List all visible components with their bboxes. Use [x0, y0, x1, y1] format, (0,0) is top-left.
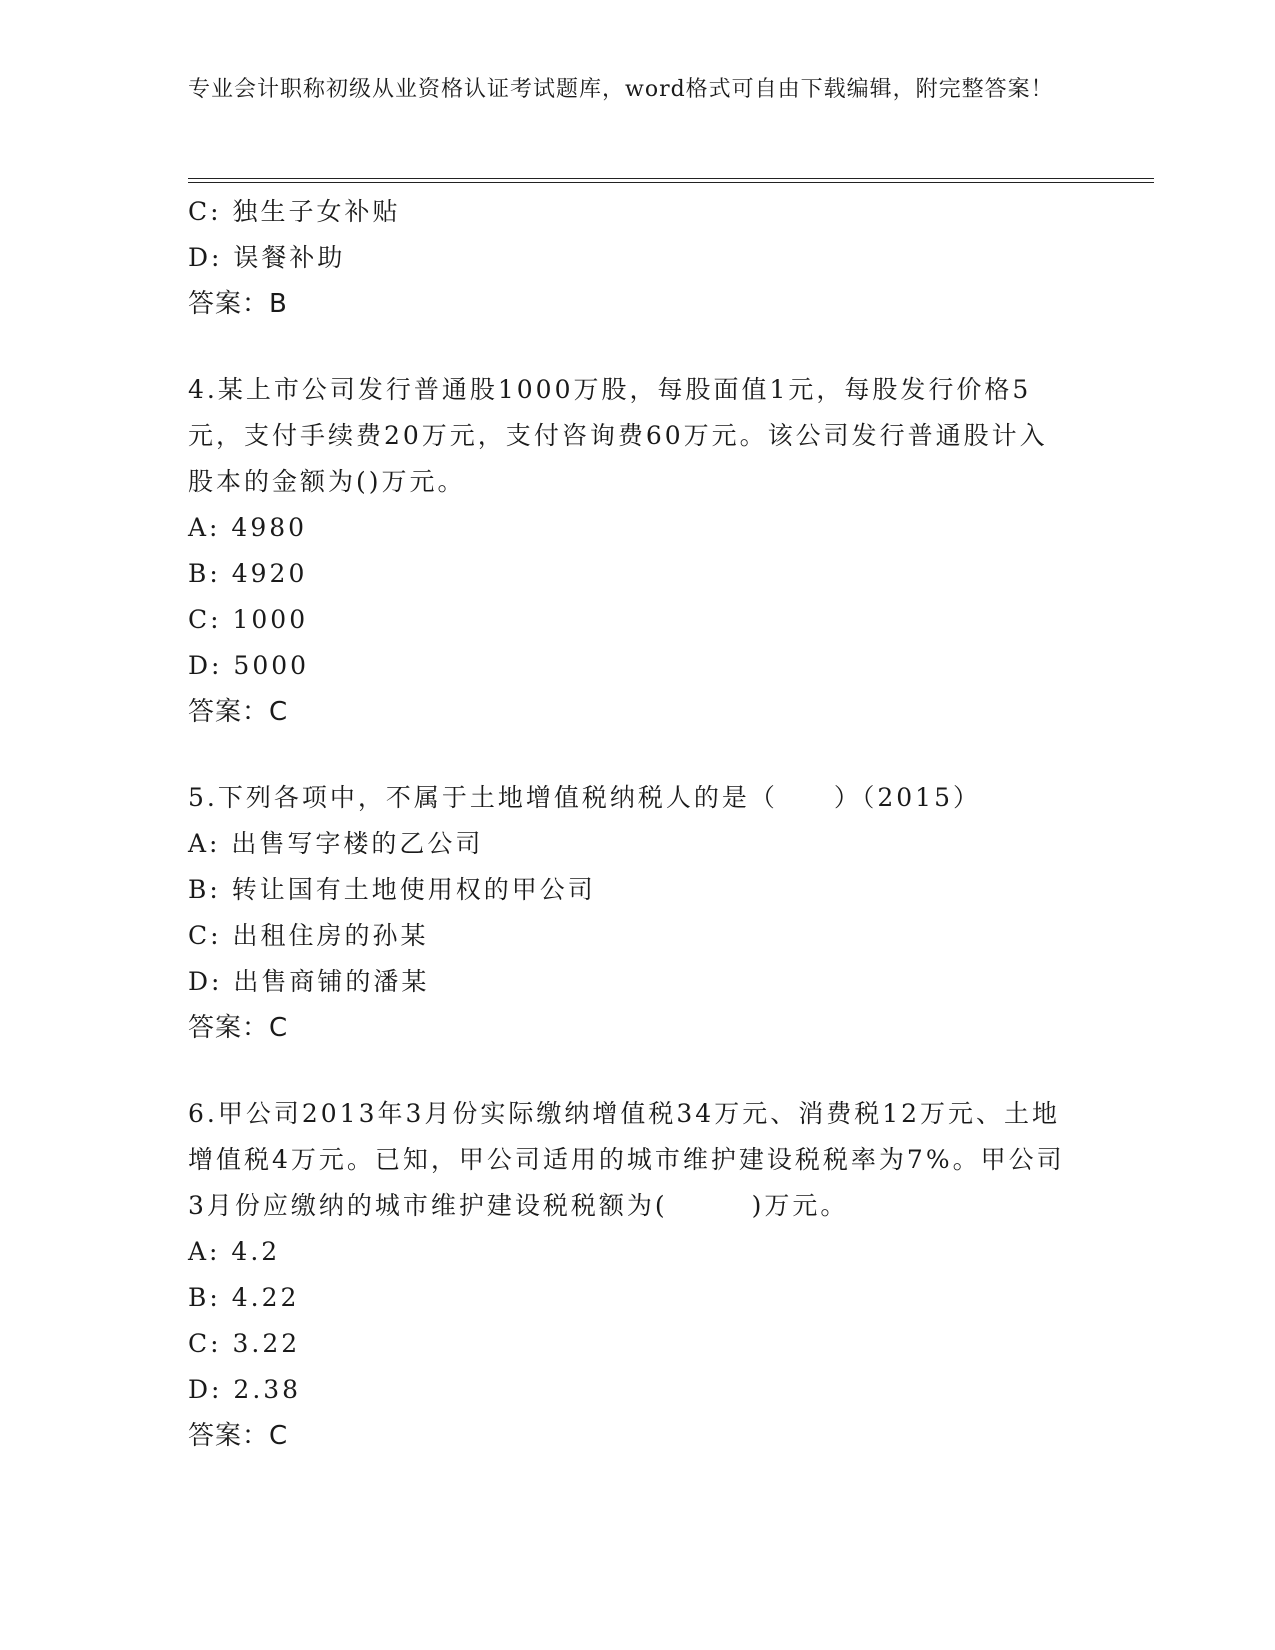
option-a: A: 出售写字楼的乙公司: [188, 829, 484, 858]
question-5: [188, 775, 1068, 1051]
answer: 答案：C: [188, 697, 289, 727]
question-stem: 5.下列各项中，不属于土地增值税纳税人的是（ ）（2015）: [188, 783, 981, 812]
page-header: 专业会计职称初级从业资格认证考试题库，word格式可自由下载编辑，附完整答案！: [188, 77, 1054, 102]
question-3-tail: [188, 189, 1068, 327]
option-b: B: 4920: [188, 559, 308, 588]
option-b: B: 转让国有土地使用权的甲公司: [188, 875, 596, 904]
option-d: D: 误餐补助: [188, 243, 346, 272]
answer: 答案：B: [188, 289, 288, 319]
option-d: D: 5000: [188, 651, 310, 680]
option-c: C: 1000: [188, 605, 309, 634]
option-c: C: 3.22: [188, 1329, 301, 1358]
question-list: [188, 189, 1068, 1459]
answer: 答案：C: [188, 1013, 289, 1043]
option-b: B: 4.22: [188, 1283, 300, 1312]
option-d: D: 2.38: [188, 1375, 302, 1404]
answer: 答案：C: [188, 1421, 289, 1451]
question-stem: 4.某上市公司发行普通股1000万股，每股面值1元，每股发行价格5元，支付手续费20万元，支付咨询费60万元。该公司发行普通股计入股本的金额为()万元。: [188, 375, 1048, 496]
option-a: A: 4.2: [188, 1237, 281, 1266]
header-divider: [188, 178, 1154, 183]
question-4: [188, 367, 1068, 735]
question-stem: 6.甲公司2013年3月份实际缴纳增值税34万元、消费税12万元、土地增值税4万元。已知，甲公司适用的城市维护建设税税率为7%。甲公司3月份应缴纳的城市维护建设税税额为( )万元。: [188, 1099, 1065, 1220]
option-c: C: 出租住房的孙某: [188, 921, 429, 950]
question-6: [188, 1091, 1068, 1459]
option-c: C: 独生子女补贴: [188, 197, 401, 226]
option-a: A: 4980: [188, 513, 308, 542]
option-d: D: 出售商铺的潘某: [188, 967, 430, 996]
